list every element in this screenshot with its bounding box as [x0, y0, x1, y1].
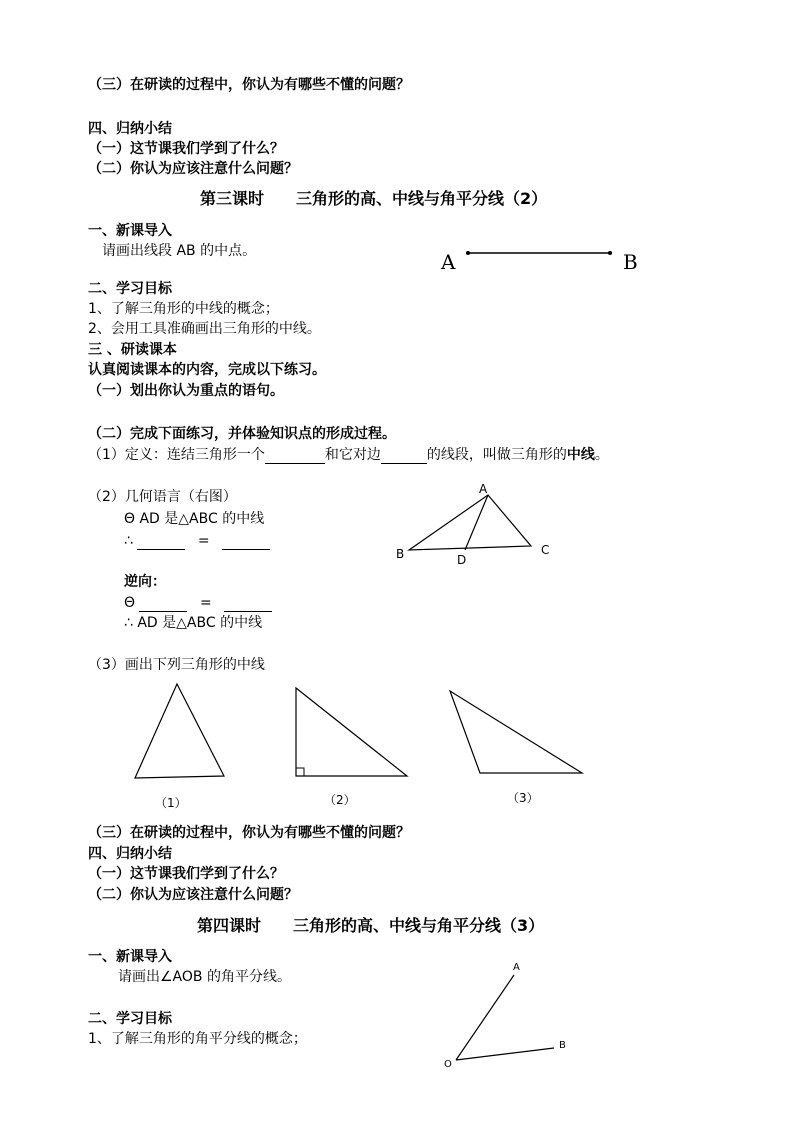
practice-triangle-2 — [296, 688, 407, 776]
figure-label-2: （2） — [324, 793, 356, 807]
angle-point-a-label: A — [513, 962, 520, 973]
practice-triangle-1 — [135, 684, 224, 778]
figure-label-3: （3） — [507, 791, 539, 805]
vertex-b-label: B — [396, 547, 405, 561]
geometry-heading: （2）几何语言（右图） — [88, 489, 237, 505]
summary-question-1: （一）这节课我们学到了什么？ — [88, 141, 284, 157]
summary-heading: 四、归纳小结 — [88, 121, 172, 137]
lesson-3-summary-question-1: （一）这节课我们学到了什么？ — [88, 866, 284, 882]
definition-end: 。 — [594, 447, 609, 463]
definition-blank-1[interactable] — [265, 449, 325, 464]
intro-text: 请画出线段 AB 的中点。 — [102, 243, 257, 259]
geometry-therefore-line — [124, 532, 270, 550]
definition-blank-2[interactable] — [381, 449, 427, 464]
lesson-4-goals-heading: 二、学习目标 — [88, 1011, 172, 1027]
geometry-blank-1[interactable] — [137, 535, 185, 550]
converse-therefore: ∴ AD 是△ABC 的中线 — [124, 615, 263, 631]
lesson-4-goal-1: 1、了解三角形的角平分线的概念； — [88, 1031, 307, 1047]
figure-label-1: （1） — [155, 796, 187, 810]
converse-heading: 逆向： — [124, 574, 166, 590]
angle-point-b-label: B — [559, 1040, 566, 1051]
right-angle-mark — [296, 768, 304, 776]
study-text: 认真阅读课本的内容，完成以下练习。 — [88, 362, 326, 378]
question-3: （三）在研读的过程中，你认为有哪些不懂的问题？ — [88, 77, 410, 93]
because-symbol: Θ — [124, 595, 136, 611]
definition-line — [88, 446, 609, 464]
draw-heading: （3）画出下列三角形的中线 — [88, 657, 265, 673]
definition-prefix: （1）定义：连结三角形一个 — [88, 447, 265, 463]
point-d-label: D — [457, 553, 467, 567]
converse-given-line — [124, 594, 272, 612]
lesson-3-summary-heading: 四、归纳小结 — [88, 846, 172, 862]
ray-oa — [456, 975, 514, 1060]
vertex-a-label: A — [479, 482, 488, 496]
segment-ab-figure — [430, 240, 650, 280]
definition-mid: 和它对边 — [324, 447, 381, 463]
practice-triangles — [120, 678, 600, 788]
goal-1: 1、了解三角形的中线的概念； — [88, 301, 279, 317]
angle-aob-figure — [440, 960, 580, 1070]
goal-2: 2、会用工具准确画出三角形的中线。 — [88, 321, 321, 337]
geometry-given: Θ AD 是△ABC 的中线 — [124, 511, 265, 527]
study-heading: 三 、研读课本 — [88, 342, 177, 358]
definition-suffix: 的线段，叫做三角形的 — [426, 447, 567, 463]
lesson-3-question-3: （三）在研读的过程中，你认为有哪些不懂的问题？ — [88, 825, 410, 841]
therefore-symbol: ∴ — [124, 533, 133, 549]
converse-equals-sign: = — [199, 595, 212, 611]
lesson-3-summary-question-2: （二）你认为应该注意什么问题？ — [88, 887, 298, 903]
point-a-label: A — [441, 250, 456, 274]
angle-vertex-o-label: O — [444, 1059, 452, 1070]
goals-heading: 二、学习目标 — [88, 281, 172, 297]
summary-question-2: （二）你认为应该注意什么问题？ — [88, 161, 298, 177]
lesson-4-intro-text: 请画出∠AOB 的角平分线。 — [118, 969, 291, 985]
converse-blank-1[interactable] — [139, 597, 187, 612]
vertex-c-label: C — [541, 543, 550, 557]
lesson-4-title: 第四课时 三角形的高、中线与角平分线（3） — [197, 916, 545, 935]
triangle-abc — [409, 495, 531, 550]
intro-heading: 一、新课导入 — [88, 223, 172, 239]
point-a-dot — [466, 251, 470, 255]
question-2: （二）完成下面练习，并体验知识点的形成过程。 — [88, 426, 396, 442]
lesson-4-intro-heading: 一、新课导入 — [88, 949, 172, 965]
converse-blank-2[interactable] — [224, 597, 272, 612]
equals-sign: = — [197, 533, 210, 549]
practice-triangle-3 — [450, 691, 582, 773]
lesson-3-title: 第三课时 三角形的高、中线与角平分线（2） — [200, 189, 548, 208]
geometry-blank-2[interactable] — [222, 535, 270, 550]
point-b-dot — [608, 251, 612, 255]
question-1: （一）划出你认为重点的语句。 — [88, 383, 284, 399]
point-b-label: B — [623, 250, 638, 274]
ray-ob — [456, 1048, 554, 1060]
definition-term: 中线 — [566, 447, 595, 463]
